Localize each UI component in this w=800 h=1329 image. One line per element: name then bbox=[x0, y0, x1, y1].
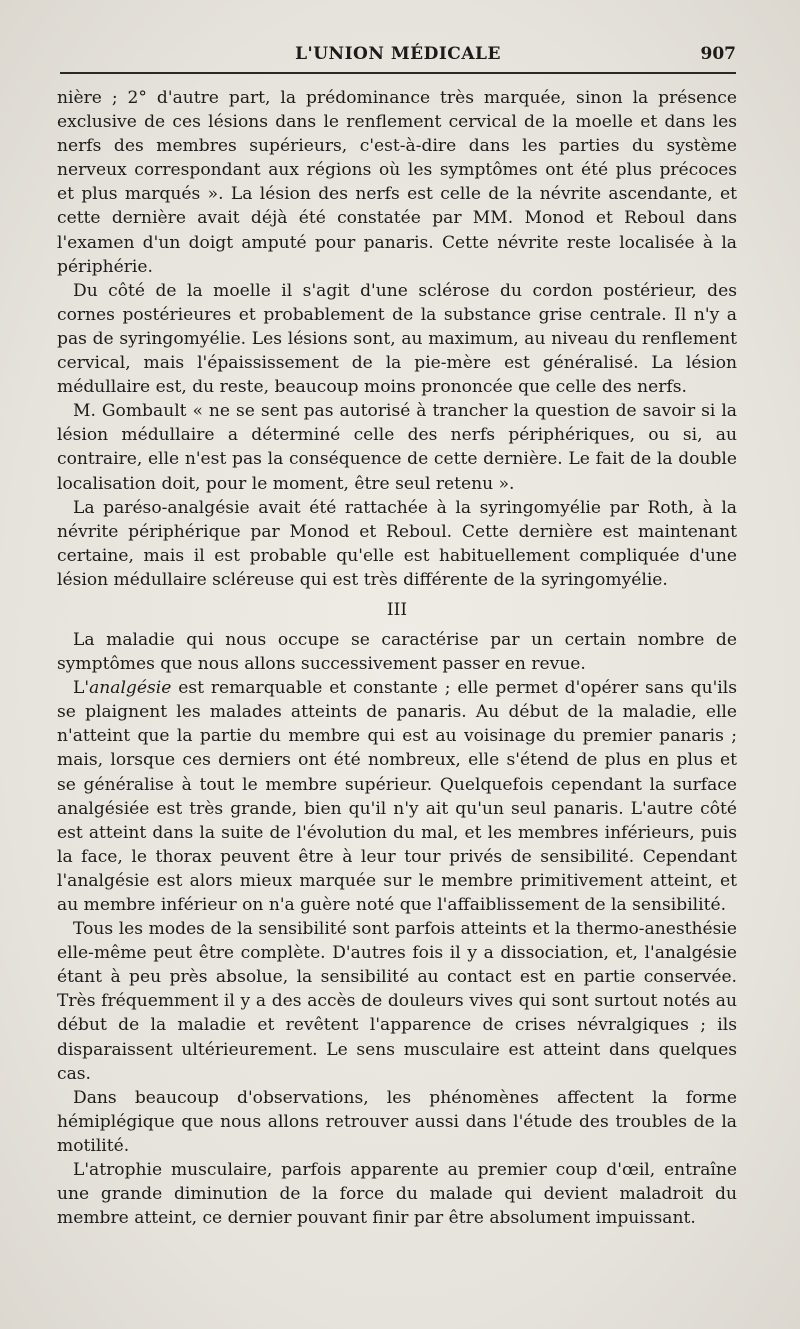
page-number: 907 bbox=[700, 44, 736, 64]
paragraph: Du côté de la moelle il s'agit d'une sclérose du cordon postérieur, des cornes postérieures et probablement de la substance grise centrale. Il n'y a pas de syringomyélie. Les lésions sont, au maximum, au niveau du renflement cervical, mais l'épaississement de la pie-mère est généralisé. La lésion médullaire est, du reste, beaucoup moins prononcée que celle des nerfs. bbox=[57, 280, 737, 398]
paragraph-analgesie bbox=[57, 676, 737, 917]
paragraph: La paréso-analgésie avait été rattachée à la syringomyélie par Roth, à la névrite périphérique par Monod et Reboul. Cette dernière est maintenant certaine, mais il est probable qu'elle est habituellement compliquée d'une lésion médullaire scléreuse qui est très différente de la syringomyélie. bbox=[57, 497, 737, 590]
header-rule bbox=[60, 72, 736, 74]
body-text bbox=[57, 86, 737, 1230]
paragraph: M. Gombault « ne se sent pas autorisé à trancher la question de savoir si la lésion médullaire a déterminé celle des nerfs périphériques, ou si, au contraire, elle n'est pas la conséquence de cette dernière. Le fait de la double localisation doit, pour le moment, être seul retenu ». bbox=[57, 401, 737, 494]
journal-title: L'UNION MÉDICALE bbox=[295, 44, 501, 64]
paragraph: L'atrophie musculaire, parfois apparente au premier coup d'œil, entraîne une grande diminution de la force du malade qui devient maladroit du membre atteint, ce dernier pouvant finir par être absolument impuissant. bbox=[57, 1160, 737, 1229]
paragraph-text: est remarquable et constante ; elle permet d'opérer sans qu'ils se plaignent les malades atteints de panaris. Au début de la maladie, elle n'atteint que la partie du membre qui est au voisinage du premier panaris ; mais, lorsque ces derniers ont été nombreux, elle s'étend de plus en plus et se généralise à tout le membre supérieur. Quelquefois cependant la surface analgésiée est très grande, bien qu'il n'y ait qu'un seul panaris. L'autre côté est atteint dans la suite de l'évolution du mal, et les membres inférieurs, puis la face, le thorax peuvent être à leur tour privés de sensibilité. Cependant l'analgésie est alors mieux marquée sur le membre primitivement atteint, et au membre inférieur on n'a guère noté que l'affaiblissement de la sensibilité. bbox=[57, 678, 737, 915]
paragraph: Tous les modes de la sensibilité sont parfois atteints et la thermo-anesthésie elle-même peut être complète. D'autres fois il y a dissociation, et, l'analgésie étant à peu près absolue, la sensibilité au contact est en partie conservée. Très fréquemment il y a des accès de douleurs vives qui sont surtout notés au début de la maladie et revêtent l'apparence de crises névralgiques ; ils disparaissent ultérieurement. Le sens musculaire est atteint dans quelques cas. bbox=[57, 919, 737, 1084]
running-head bbox=[60, 44, 736, 68]
lead-article: L' bbox=[73, 678, 90, 699]
paragraph: La maladie qui nous occupe se caractérise par un certain nombre de symptômes que nous allons successivement passer en revue. bbox=[57, 629, 737, 675]
section-heading: III bbox=[386, 599, 408, 620]
paragraph: Dans beaucoup d'observations, les phénomènes affectent la forme hémiplégique que nous allons retrouver aussi dans l'étude des troubles de la motilité. bbox=[57, 1087, 737, 1156]
italic-term: analgésie bbox=[89, 678, 172, 699]
paragraph-continued: nière ; 2° d'autre part, la prédominance très marquée, sinon la présence exclusive de ces lésions dans le renflement cervical de la moelle et dans les nerfs des membres supérieurs, c'est-à-dire dans les parties du système nerveux correspondant aux régions où les symptômes ont été plus précoces et plus marqués ». La lésion des nerfs est celle de la névrite ascendante, et cette dernière avait déjà été constatée par MM. Monod et Reboul dans l'examen d'un doigt amputé pour panaris. Cette névrite reste localisée à la périphérie. bbox=[57, 88, 737, 277]
